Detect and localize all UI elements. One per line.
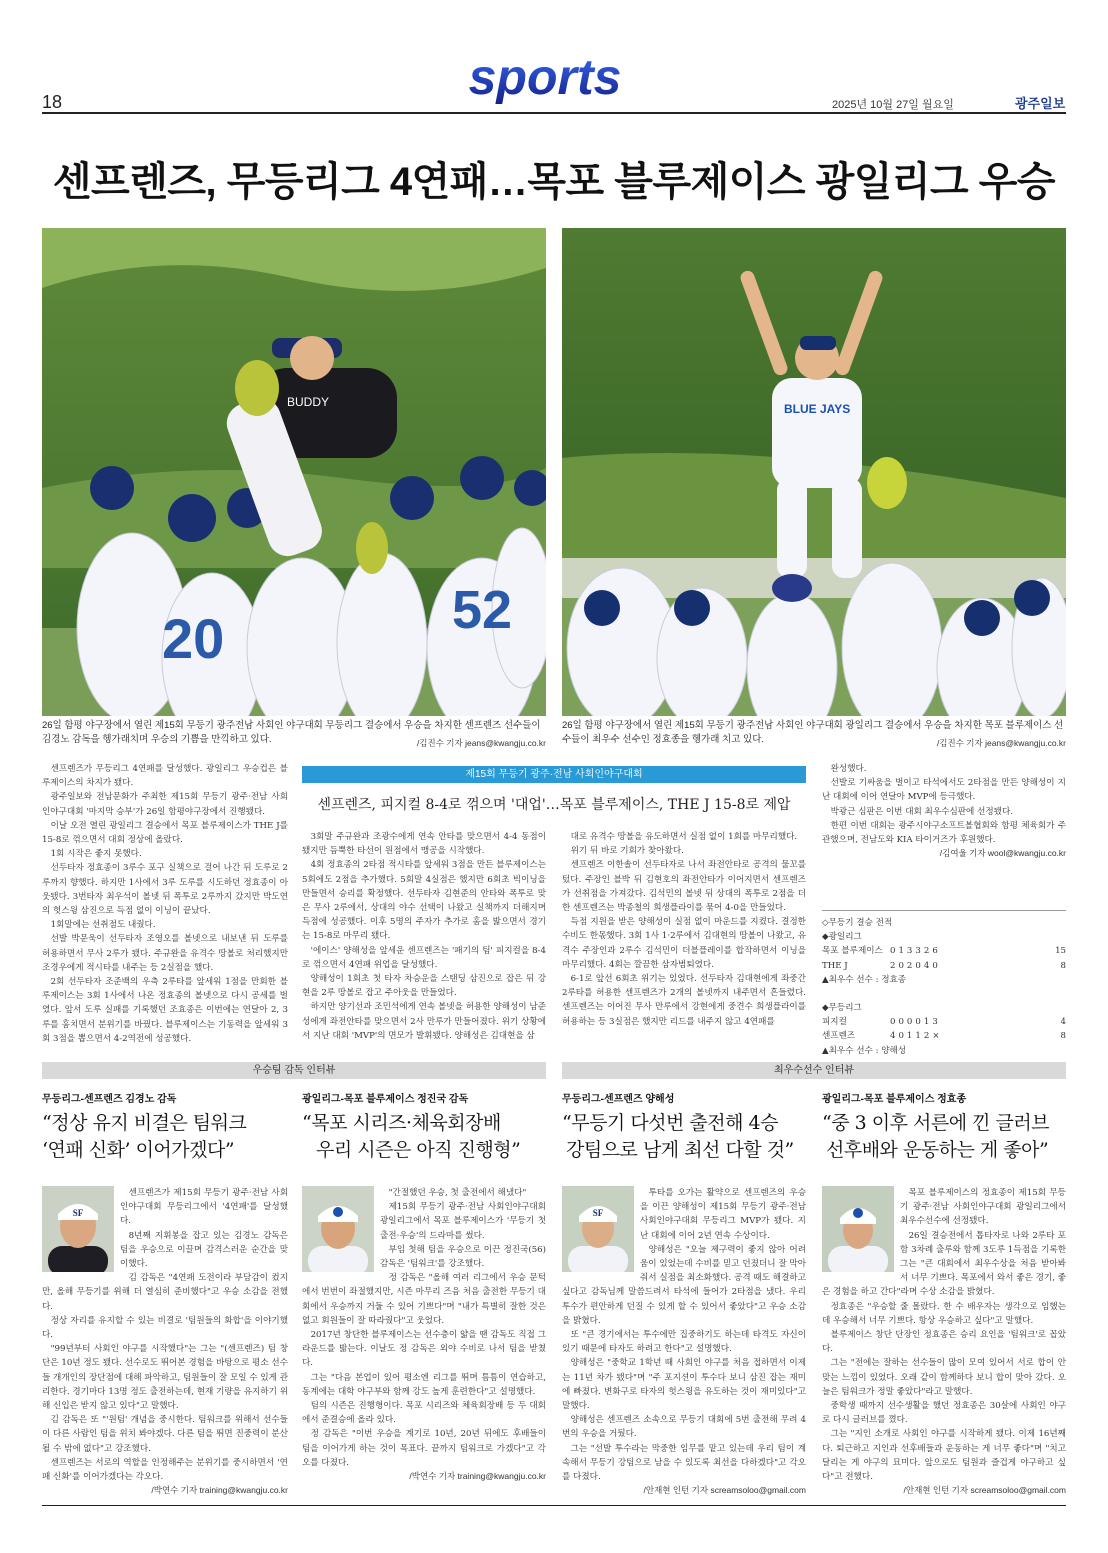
coach-jersey-text: BUDDY — [287, 395, 330, 409]
coach-interview-bar: 우승팀 감독 인터뷰 — [42, 1062, 546, 1079]
paragraph: 부임 첫해 팀을 우승으로 이끈 정진국(56) 감독은 '팀워크'를 강조했다. — [380, 1244, 546, 1270]
interview-credit: /안재현 인턴 기자 screamsoloo@gmail.com — [643, 1485, 806, 1496]
interview-body — [302, 1186, 546, 1482]
interview-quote — [302, 1110, 546, 1164]
mvp-interview-bar: 최우수선수 인터뷰 — [562, 1062, 1066, 1079]
paragraph: 그는 "다음 본업이 있어 평소엔 리그를 뛰며 틈틈이 연습하고, 동계에는 대학 야구부와 함께 강도 높게 훈련한다"고 설명했다. — [302, 1372, 546, 1397]
scoreboard-title: ◇무등기 결승 전적 — [822, 918, 893, 928]
paragraph: 센프렌즈 이한솔이 선두타자로 나서 좌전안타로 공격의 물꼬를 텄다. 주장인 블박 뒤 김현호의 좌전안타가 이어지면서 센프렌즈가 선취점을 가져갔다. 김석민의 볼넷 뒤 상대의 폭투로 2점을 더한 센프렌즈는 박종철의 희생플라이를 묶어 4-0을 만들었다. — [562, 860, 806, 914]
jersey-text-bluejays: BLUE JAYS — [784, 402, 851, 416]
paragraph: 블루제이스 창단 단장인 정효종은 승리 요인을 '팀워크'로 꼽았다. — [822, 1330, 1066, 1355]
paragraph: 2회 선두타자 조준백의 우측 2루타를 앞세워 1점을 만회한 블루제이스는 3회 1사에서 나온 정효종의 볼넷으로 다시 공세를 벌였다. 앞서 도루 실패를 기록했던 조효종은 이번에는 연달아 2, 3루를 훔치면서 분위기를 바꿨다. 블루제이스는 기동력을 앞세워 3회 3점을 뽑으면서 4-2역전에 성공했다. — [42, 977, 288, 1044]
quote-line: “목포 시리즈·체육회장배 — [302, 1112, 501, 1134]
svg-text:SF: SF — [592, 1208, 604, 1218]
newspaper-name: 광주일보 — [1015, 96, 1066, 111]
team-name: 목포 블루제이스 — [822, 946, 883, 957]
jersey-number-20: 20 — [162, 607, 225, 670]
svg-text:SF: SF — [72, 1208, 84, 1218]
paragraph: 선발로 기싸움을 벌이고 타석에서도 2타점을 만든 양해성이 지난 대회에 이어 연달아 MVP에 등극했다. — [822, 778, 1066, 803]
paragraph: 센프렌즈가 무등리그 4연패를 달성했다. 광일리그 우승컵은 블루제이스의 차지가 됐다. — [42, 764, 288, 789]
page-bottom-rule — [42, 1505, 1066, 1506]
interview-credit: /박연수 기자 training@kwangju.co.kr — [151, 1485, 288, 1496]
quote-line: “정상 유지 비결은 팀워크 — [42, 1112, 247, 1134]
inning-scores: 40112× — [890, 1031, 943, 1042]
interview-kicker: 무등리그-센프렌즈 김경노 감독 — [42, 1094, 177, 1105]
interview-credit: /박연수 기자 training@kwangju.co.kr — [409, 1471, 546, 1482]
inning-scores: 000013 — [890, 1017, 941, 1028]
paragraph: 6-1로 앞선 6회초 위기는 있었다. 선두타자 김대현에게 좌중간 2루타를 허용한 센프렌즈가 2개의 볼넷까지 내주면서 흔들렸다. 센프렌즈는 이어진 무사 만루에서 강현에게 중견수 희생플라이를 허용하는 등 3실점은 했지만 리드를 내주지 않고 4연패를 — [562, 974, 806, 1027]
interview-quote — [822, 1110, 1066, 1164]
paragraph: 중학생 때까지 선수생활을 했던 정효종은 30살에 사회인 야구로 다시 글러브를 꼈다. — [822, 1401, 1066, 1426]
sports-section-logo — [440, 50, 650, 104]
paragraph: 정상 자리를 유지할 수 있는 비결로 '팀원들의 화합'을 이야기했다. — [42, 1315, 288, 1341]
scoreboard-rule — [822, 910, 1066, 911]
paragraph: 박광근 심판은 이번 대회 최우수심판에 선정됐다. — [830, 806, 1014, 817]
paragraph: 광주일보와 전남문화가 주최한 제15회 무등기 광주·전남 사회인야구대회 '마지막 승부'가 26일 함평야구장에서 진행됐다. — [42, 792, 288, 817]
paragraph: 정 감독은 "이번 우승을 계기로 10년, 20년 뒤에도 후배들이 팀을 이어가게 하는 것이 목표다. 끝까지 팀워크로 가겠다"고 각오를 다졌다. — [302, 1429, 546, 1468]
photo-left-caption: 26일 함평 야구장에서 열린 제15회 무등기 광주전남 사회인 야구대회 무등리그 결승에서 우승을 차지한 센프렌즈 선수들이 김경노 감독을 헹가래치며 우승의 기쁨을 만끽하고 있다. — [42, 720, 541, 745]
mvp-line: ▲최우수 선수 : 정효종 — [822, 974, 907, 985]
tournament-section-bar: 제15회 무등기 광주·전남 사회인야구대회 — [302, 766, 806, 783]
main-headline: 센프렌즈, 무등리그 4연패…목포 블루제이스 광일리그 우승 — [52, 160, 1056, 204]
paragraph: 제15회 무등기 광주·전남 사회인야구대회 광일리그에서 목포 블루제이스가 '무등기 첫 출전·우승'의 드라마를 썼다. — [380, 1202, 546, 1241]
score-row — [822, 959, 1066, 973]
score-row — [822, 944, 1066, 958]
paragraph: 센프렌즈가 제15회 무등기 광주·전남 사회인야구대회 무등리그에서 '4연패'를 달성했다. — [120, 1188, 288, 1227]
paragraph: 3회말 주규완과 조광수에게 연속 안타를 맞으면서 4-4 동점이 됐지만 듬뿍한 타선이 원점에서 맹공을 시작했다. — [302, 832, 546, 857]
photo-left-credit: /김진수 기자 jeans@kwangju.co.kr — [416, 738, 546, 748]
quote-line: 선후배와 운동하는 게 좋아” — [826, 1139, 1049, 1161]
interview-body — [42, 1186, 288, 1496]
issue-date: 2025년 10월 27일 월요일 — [832, 99, 954, 111]
paragraph: 정효종은 "우승할 줄 몰랐다. 한 수 배우자는 생각으로 임했는데 우승해서 너무 기쁘다. 항상 우승하고 싶다"고 말했다. — [822, 1301, 1066, 1326]
photo-bluejays-celebration — [562, 228, 1066, 716]
article-credit: /김여울 기자 wool@kwangju.co.kr — [939, 848, 1066, 859]
inning-scores: 013326 — [890, 946, 941, 957]
quote-line: ‘연패 신화’ 이어가겠다” — [42, 1139, 235, 1161]
scoreboard — [822, 916, 1066, 1058]
paragraph: 양해성은 "오늘 제구력이 좋지 않아 어려움이 있었는데 수비를 믿고 던졌더니 잘 막아줘서 실점을 최소화했다. 공격 때도 해결하고 싶다고 감독님께 말씀드려서 타석에 들어가 2타점을 냈다. 우리 투수가 편안하게 던질 수 있게 할 수 있어서 좋았다"고 우승 소감을 밝혔다. — [562, 1244, 806, 1326]
paragraph: 득점 지원을 받은 양해성이 실점 없이 마운드를 지켰다. 결정한 수비도 한몫했다. 3회 1사 1·2루에서 김대현의 땅볼이 나왔고, 유격수 주장인과 2루수 김석민이 더블플레이를 합작하면서 이닝을 마무리했다. 4회는 깔끔한 삼자범퇴였다. — [562, 917, 806, 970]
sports-logo-text: sports — [468, 50, 622, 104]
paragraph: 김 감독은 "4연패 도전이라 부담감이 컸지만, 올해 무등기를 위해 더 열심히 준비했다"고 우승 소감을 전했다. — [42, 1273, 288, 1312]
article-column-3 — [562, 830, 806, 1029]
paragraph: 위기 뒤 바로 기회가 찾아왔다. — [570, 846, 684, 857]
quote-line: 우리 시즌은 아직 진행형” — [316, 1139, 521, 1161]
paragraph: 팀의 시즌은 진행형이다. 목포 시리즈와 체육회장배 등 두 대회에서 준결승에 올라 있다. — [302, 1401, 546, 1426]
inning-scores: 202040 — [890, 960, 941, 971]
paragraph: 선발 박문욱이 선두타자 조영오를 볼넷으로 내보낸 뒤 도루를 허용하면서 무사 2루가 됐다. 주규완을 유격수 땅볼로 처리했지만 조경우에게 적시타를 내주는 등 2실점을 했다. — [42, 934, 288, 973]
mvp-line: ▲최우수 선수 : 양해성 — [822, 1045, 907, 1056]
paragraph: "99년부터 사회인 야구를 시작했다"는 그는 "(센프렌즈) 팀 창단은 10년 정도 됐다. 선수로도 뛰어본 경험을 바탕으로 평소 선수들 개개인의 장단점에 대해 파악하고, 팀원들이 잘 모일 수 있게 관리한다. 경기마다 13명 정도 출전하는데, 현재 기량을 유지하기 위해 신입은 받지 않고 있다"고 말했다. — [42, 1344, 288, 1412]
paragraph: 그는 "선발 투수라는 막중한 임무를 맡고 있는데 우리 팀이 계속해서 무등기 강팀으로 남을 수 있도록 최선을 다하겠다"고 각오를 다졌다. — [562, 1443, 806, 1483]
score-row — [822, 1029, 1066, 1043]
article-sub-headline: 센프렌즈, 피지컬 8-4로 꺾으며 '대업'…목포 블루제이스, THE J 15-8로 제압 — [317, 797, 791, 813]
score-row — [822, 1015, 1066, 1029]
paragraph: 투타를 오가는 활약으로 센프렌즈의 우승을 이끈 양해성이 제15회 무등기 광주·전남 사회인야구대회 무등리그 MVP가 됐다. 지난 대회에 이어 2년 연속 수상이다. — [640, 1188, 806, 1241]
interview-body — [562, 1186, 806, 1496]
interview-quote — [42, 1110, 288, 1164]
paragraph: "간절했던 우승, 첫 출전에서 해냈다" — [388, 1188, 527, 1198]
paragraph: 1회말에는 선취점도 내줬다. — [50, 920, 156, 931]
paragraph: 센프렌즈는 서로의 역할을 인정해주는 분위기를 중시하면서 '연패 신화'를 이어가겠다는 각오다. — [42, 1457, 288, 1483]
paragraph: 양해성이 1회초 첫 타자 차승운을 스탠딩 삼진으로 잡은 뒤 강현을 2루 땅볼로 잡고 주아웃을 만들었다. — [302, 974, 546, 999]
interview-quote — [562, 1110, 806, 1164]
paragraph: 선두타자 정효종이 3루수 포구 실책으로 걸어 나간 뒤 도루로 2루까지 향했다. 하지만 1사에서 3루 도루를 시도하던 정효종이 아웃됐다. 3번타자 최우석이 볼넷 뒤 폭투로 2루까지 갔지만 박도연의 헛스윙 삼진으로 득점 없이 이닝이 끝났다. — [42, 863, 288, 917]
interview-credit: /안재현 인턴 기자 screamsoloo@gmail.com — [903, 1485, 1066, 1496]
paragraph: 8년째 지휘봉을 잡고 있는 김경노 감독은 팀을 우승으로 이끌며 감격스러운 순간을 맞이했다. — [120, 1230, 288, 1270]
total-score: 8 — [1060, 1031, 1066, 1042]
paragraph: 그는 "전에는 잘하는 선수들이 많이 모여 있어서 서로 합이 안 맞는 느낌이 있었다. 오래 같이 함께하다 보니 합이 맞아 갔다. 오늘은 팀워크가 정말 좋았다"라고 말했다. — [822, 1358, 1066, 1397]
paragraph: 26일 결승전에서 톱타자로 나와 2루타 포함 3차례 출루와 함께 3도루 1득점을 기록한 그는 "큰 대회에서 최우수상을 처음 받아봐서 너무 기쁘다. 목포에서 와서 좋은 경기, 좋은 경험을 하고 간다"라며 수상 소감을 밝혔다. — [822, 1230, 1066, 1298]
paragraph: 또 "큰 경기에서는 투수에만 집중하기도 하는데 타격도 자신이 있기 때문에 타자도 하려고 한다"고 설명했다. — [562, 1330, 806, 1355]
paragraph: 하지만 양기선과 조민석에게 연속 볼넷을 허용한 양해성이 남준성에게 좌전안타를 맞으면서 2사 만루가 만들어졌다. 위기 상황에서 지난 대회 'MVP'의 면모가 발휘됐다. 양해성은 김대현을 삼 — [302, 1002, 546, 1041]
article-column-4 — [822, 762, 1066, 859]
quote-line: “무등기 다섯번 출전해 4승 — [562, 1112, 778, 1134]
total-score: 15 — [1055, 946, 1066, 957]
quote-line: 강팀으로 남게 최선 다할 것” — [566, 1139, 794, 1161]
league-name: ◆광일리그 — [822, 932, 862, 943]
jersey-number-52: 52 — [452, 580, 513, 640]
paragraph: 대로 유격수 땅볼을 유도하면서 실점 없이 1회를 마무리했다. — [570, 832, 798, 842]
paragraph: 김 감독은 또 "'원팀' 개념을 중시한다. 팀워크를 위해서 선수들이 다른 사람인 팀을 위치 봐야겠다. 다른 팀을 뛰면 진중력이 분산 될 수 밖에 없다"고 강조했다. — [42, 1415, 288, 1454]
photo-senfriends-celebration — [42, 228, 546, 716]
paragraph: 양해성은 "중학교 1학년 때 사회인 야구를 처음 접하면서 이제는 11년 차가 됐다"며 "주 포지션이 투수다 보니 삼진 잡는 재미에 빠졌다. 변화구로 타자의 헛스윙을 유도하는 것이 재미있다"고 말했다. — [562, 1358, 806, 1412]
team-name: THE J — [822, 960, 848, 971]
paragraph: 2017년 창단한 블루제이스는 선수층이 얇을 땐 감독도 직접 그라운드를 밟는다. 이날도 정 감독은 외야 수비로 나서 팀을 받쳤다. — [302, 1330, 546, 1369]
article-column-2 — [302, 830, 546, 1043]
paragraph: 1회 시작은 좋지 못했다. — [50, 849, 142, 860]
page-number: 18 — [42, 92, 63, 112]
interview-body — [822, 1186, 1066, 1496]
paragraph: 목포 블루제이스의 정효종이 제15회 무등기 광주·전남 사회인야구대회 광일리그에서 최우수선수에 선정됐다. — [900, 1188, 1066, 1227]
paragraph: 한편 이번 대회는 광주시야구소프트볼협회와 함평 체육회가 주관했으며, 전남도와 KIA 타이거즈가 후원했다. — [822, 820, 1066, 846]
total-score: 4 — [1060, 1017, 1066, 1028]
paragraph: 완성했다. — [830, 764, 867, 774]
total-score: 8 — [1060, 960, 1066, 971]
paragraph: '에이스' 양해성을 앞세운 센프렌즈는 '패기의 팀' 피지컬을 8-4로 꺾으면서 4연패 위업을 달성했다. — [302, 945, 546, 970]
article-column-1 — [42, 762, 288, 1046]
team-name: 피지컬 — [822, 1017, 847, 1028]
quote-line: “중 3 이후 서른에 낀 글러브 — [822, 1112, 1050, 1134]
paragraph: 양해성은 센프렌즈 소속으로 무등기 대회에 5번 출전해 무려 4번의 우승을 거뒀다. — [562, 1415, 806, 1440]
league-name: ◆무등리그 — [822, 1003, 862, 1014]
team-name: 센프렌즈 — [822, 1031, 856, 1042]
interview-kicker: 무등리그-센프렌즈 양해성 — [562, 1094, 675, 1105]
interview-kicker: 광일리그-목포 블루제이스 정진국 감독 — [302, 1094, 469, 1105]
photo-right-credit: /김진수 기자 jeans@kwangju.co.kr — [936, 738, 1066, 748]
interview-kicker: 광일리그-목포 블루제이스 정효종 — [822, 1094, 967, 1105]
photo-right-caption: 26일 함평 야구장에서 열린 제15회 무등기 광주전남 사회인 야구대회 광일리그 결승에서 우승을 차지한 목포 블루제이스 선수들이 최우수 선수인 정효종을 헹가래 치고 있다. — [562, 720, 1064, 745]
header-rule — [42, 112, 1066, 114]
paragraph: 정 감독은 "올해 여러 리그에서 우승 문턱에서 번번이 좌절했지만, 시즌 마무리 즈음 처음 출전한 무등기 대회에서 우승까지 거둘 수 있어 기쁘다"며 "내가 특별히 잘한 것은 없고 회원들이 잘 따라줬다"고 웃었다. — [302, 1273, 546, 1326]
paragraph: 4회 정효종의 2타점 적시타를 앞세워 3점을 만든 블루제이스는 5회에도 2점을 추가했다. 5회말 4실점은 했지만 6회초 빅이닝을 만들면서 승리를 확정했다. 선두타자 김현준의 안타와 폭투로 맞은 무사 2루에서, 상대의 야수 선택이 나왔고 실책까지 더해지며 득점에 성공했다. 이후 5명의 주자가 추가로 홈을 밟으면서 경기는 15-8로 마무리 됐다. — [302, 860, 546, 942]
paragraph: 그는 "지인 소개로 사회인 야구를 시작하게 됐다. 이제 16년째다. 퇴근하고 지인과 선후배들과 운동하는 게 너무 좋다"며 "치고 달리는 게 야구의 묘미다. 앞으로도 팀원과 즐겁게 야구하고 싶다"고 전했다. — [822, 1429, 1066, 1483]
paragraph: 이날 오전 열린 광일리그 결승에서 목포 블루제이스가 THE J를 15-8로 꺾으면서 대회 정상에 올랐다. — [42, 820, 288, 846]
